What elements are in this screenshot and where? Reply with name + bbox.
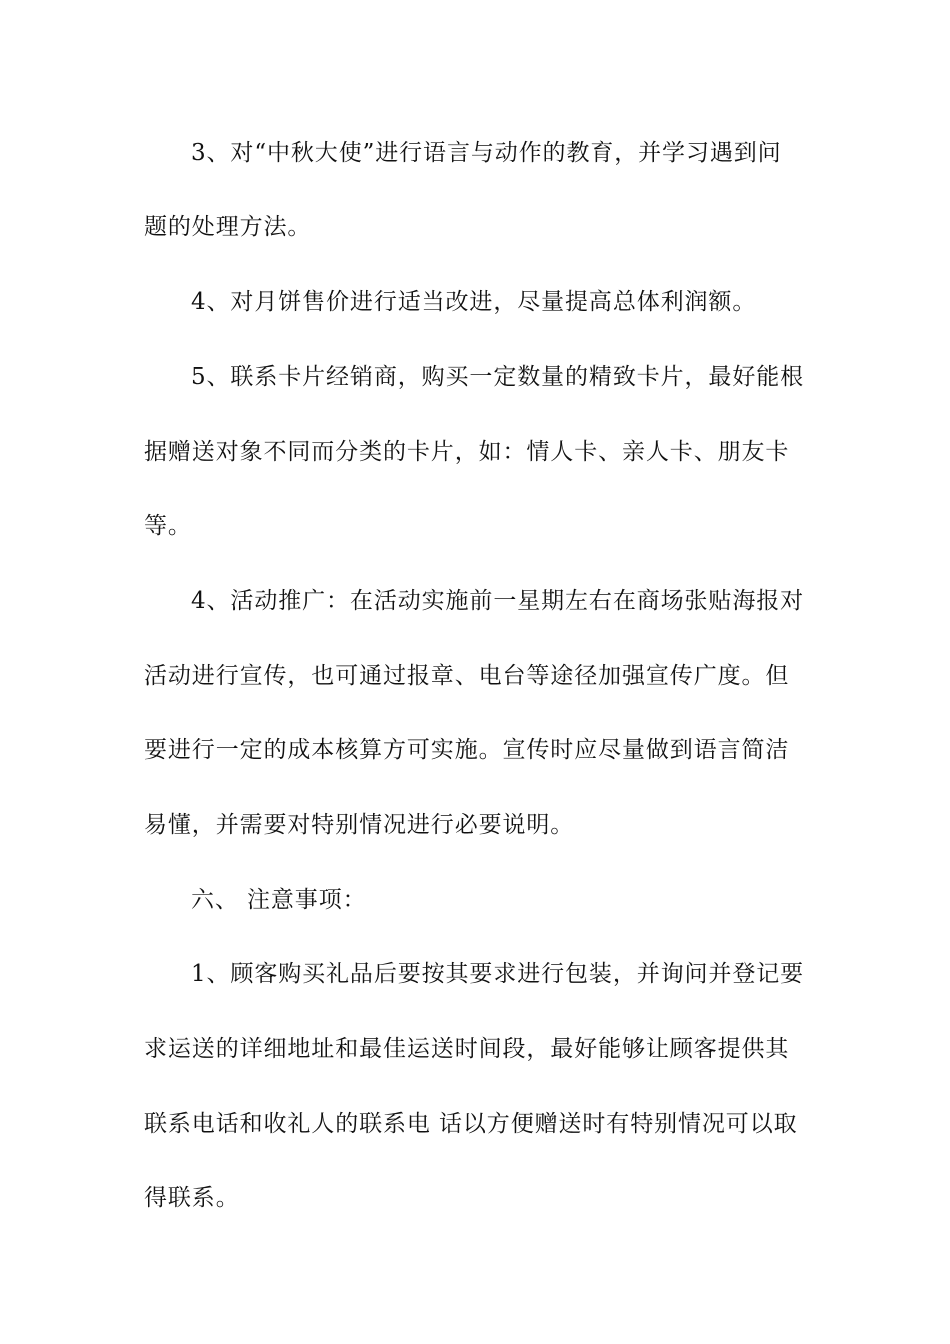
paragraph-line: 要进行一定的成本核算方可实施。宣传时应尽量做到语言简洁 bbox=[144, 737, 790, 763]
section-heading: 六、 注意事项： bbox=[191, 887, 367, 913]
paragraph-line: 活动进行宣传，也可通过报章、电台等途径加强宣传广度。但 bbox=[144, 663, 790, 689]
paragraph-line: 1、顾客购买礼品后要按其要求进行包装，并询问并登记要 bbox=[191, 961, 805, 987]
paragraph-line: 4、活动推广：在活动实施前一星期左右在商场张贴海报对 bbox=[191, 588, 805, 614]
paragraph-line: 4、对月饼售价进行适当改进，尽量提高总体利润额。 bbox=[191, 289, 757, 315]
paragraph-line: 得联系。 bbox=[144, 1185, 240, 1211]
paragraph-line: 联系电话和收礼人的联系电 话以方便赠送时有特别情况可以取 bbox=[144, 1111, 798, 1137]
paragraph-line: 5、联系卡片经销商，购买一定数量的精致卡片，最好能根 bbox=[191, 364, 805, 390]
paragraph-line: 等。 bbox=[144, 513, 192, 539]
paragraph-line: 求运送的详细地址和最佳运送时间段，最好能够让顾客提供其 bbox=[144, 1036, 790, 1062]
paragraph-line: 3、对“中秋大使”进行语言与动作的教育，并学习遇到问 bbox=[191, 140, 782, 166]
paragraph-line: 据赠送对象不同而分类的卡片，如：情人卡、亲人卡、朋友卡 bbox=[144, 439, 790, 465]
paragraph-line: 易懂，并需要对特别情况进行必要说明。 bbox=[144, 812, 575, 838]
paragraph-line: 题的处理方法。 bbox=[144, 214, 312, 240]
